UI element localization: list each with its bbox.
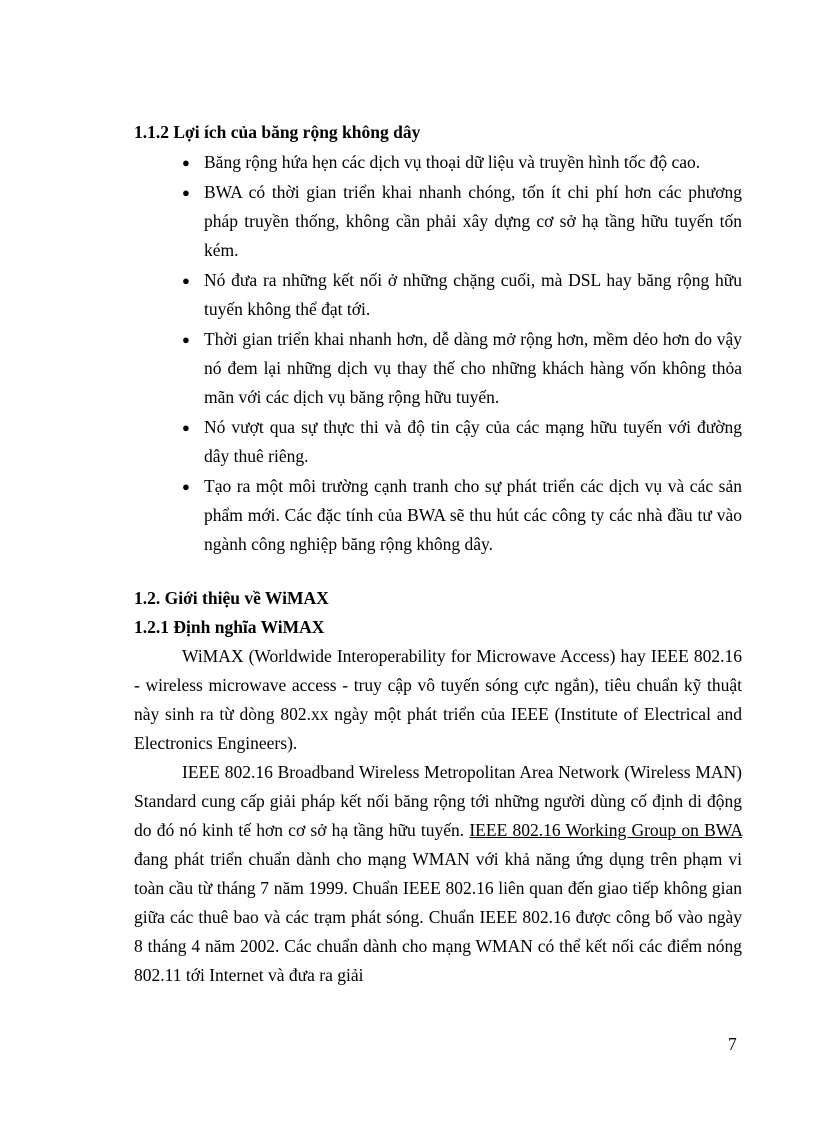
bullet-icon: ● xyxy=(182,273,190,288)
list-item xyxy=(134,325,742,412)
heading-1-2: 1.2. Giới thiệu về WiMAX xyxy=(134,588,329,608)
page-content xyxy=(134,118,742,990)
paragraph-wimax-definition: WiMAX (Worldwide Interoperability for Microwave Access) hay IEEE 802.16 - wireless microwave access - truy cập vô tuyến sóng cực ngắn), tiêu chuẩn kỹ thuật này sinh ra từ dòng 802.xx ngày một phát triển của IEEE (Institute of Electrical and Electronics Engineers). xyxy=(134,646,742,753)
paragraph-text: đang phát triển chuẩn dành cho mạng WMAN với khả năng ứng dụng trên phạm vi toàn cầu từ tháng 7 năm 1999. Chuẩn IEEE 802.16 liên quan đến giao tiếp không gian giữa các thuê bao và các trạm phát sóng. Chuẩn IEEE 802.16 được công bố vào ngày 8 tháng 4 năm 2002. Các chuẩn dành cho mạng WMAN có thể kết nối các điểm nóng 802.11 tới Internet và đưa ra giải xyxy=(134,849,742,985)
list-item-text: BWA có thời gian triển khai nhanh chóng, tốn ít chi phí hơn các phương pháp truyền thống, không cần phải xây dựng cơ sở hạ tầng hữu tuyến tốn kém. xyxy=(204,182,742,260)
list-item-text: Băng rộng hứa hẹn các dịch vụ thoại dữ liệu và truyền hình tốc độ cao. xyxy=(204,152,701,172)
bullet-icon: ● xyxy=(182,479,190,494)
list-item-text: Thời gian triển khai nhanh hơn, dễ dàng mở rộng hơn, mềm dẻo hơn do vậy nó đem lại những dịch vụ thay thế cho những khách hàng vốn không thỏa mãn với các dịch vụ băng rộng hữu tuyến. xyxy=(204,329,742,407)
heading-1-1-2: 1.1.2 Lợi ích của băng rộng không dây xyxy=(134,122,421,142)
list-item xyxy=(134,178,742,265)
list-item xyxy=(134,472,742,559)
bullet-icon: ● xyxy=(182,185,190,200)
list-item-text: Nó đưa ra những kết nối ở những chặng cuối, mà DSL hay băng rộng hữu tuyến không thể đạt tới. xyxy=(204,270,742,319)
list-item-text: Nó vượt qua sự thực thi và độ tin cậy của các mạng hữu tuyến với đường dây thuê riêng. xyxy=(204,417,742,466)
list-item-text: Tạo ra một môi trường cạnh tranh cho sự phát triển các dịch vụ và các sản phẩm mới. Các đặc tính của BWA sẽ thu hút các công ty các nhà đầu tư vào ngành công nghiệp băng rộng không dây. xyxy=(204,476,742,554)
bullet-icon: ● xyxy=(182,155,190,170)
list-item xyxy=(134,148,742,177)
benefits-list xyxy=(134,148,742,559)
heading-1-2-1: 1.2.1 Định nghĩa WiMAX xyxy=(134,617,325,637)
paragraph-text: IEEE 802.16 Broadband Wireless Metropolitan Area Network (Wireless MAN) Standard cung cấp giải pháp kết nối băng rộng tới những người dùng cố định di động do đó nó kinh tế hơn cơ sở hạ tầng hữu tuyến. xyxy=(134,762,742,840)
list-item xyxy=(134,266,742,324)
bullet-icon: ● xyxy=(182,332,190,347)
list-item xyxy=(134,413,742,471)
bullet-icon: ● xyxy=(182,420,190,435)
working-group-link[interactable]: IEEE 802.16 Working Group on BWA xyxy=(469,820,743,840)
paragraph-ieee-802-16 xyxy=(134,758,742,990)
page-number: 7 xyxy=(728,1034,737,1054)
